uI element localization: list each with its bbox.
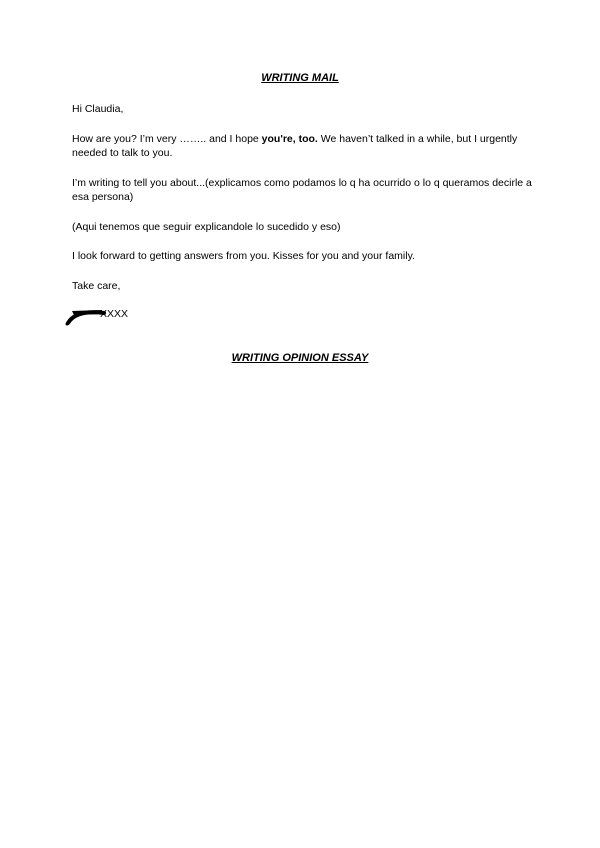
mail-heading: WRITING MAIL xyxy=(261,72,339,84)
signature-block xyxy=(64,305,154,327)
paragraph-1-part-2: We haven’t talked in a while, but I urgently needed to talk to you. xyxy=(72,133,518,159)
paragraph-3: (Aqui tenemos que seguir explicandole lo sucedido y eso) xyxy=(72,221,341,233)
paragraph-2: I’m writing to tell you about...(explicamos como podamos lo q ha ocurrido o lo q queramos decirle a esa persona) xyxy=(72,177,532,203)
closing: Take care, xyxy=(72,280,121,292)
paragraph-4: I look forward to getting answers from you. Kisses for you and your family. xyxy=(72,250,415,262)
greeting: Hi Claudia, xyxy=(72,103,124,115)
paragraph-1-bold: you're, too. xyxy=(261,133,318,145)
paragraph-1 xyxy=(72,132,532,160)
signature-text: XXXX xyxy=(100,308,129,320)
essay-heading: WRITING OPINION ESSAY xyxy=(231,352,369,364)
paragraph-1-part-1: How are you? I’m very …….. and I hope xyxy=(72,133,262,145)
